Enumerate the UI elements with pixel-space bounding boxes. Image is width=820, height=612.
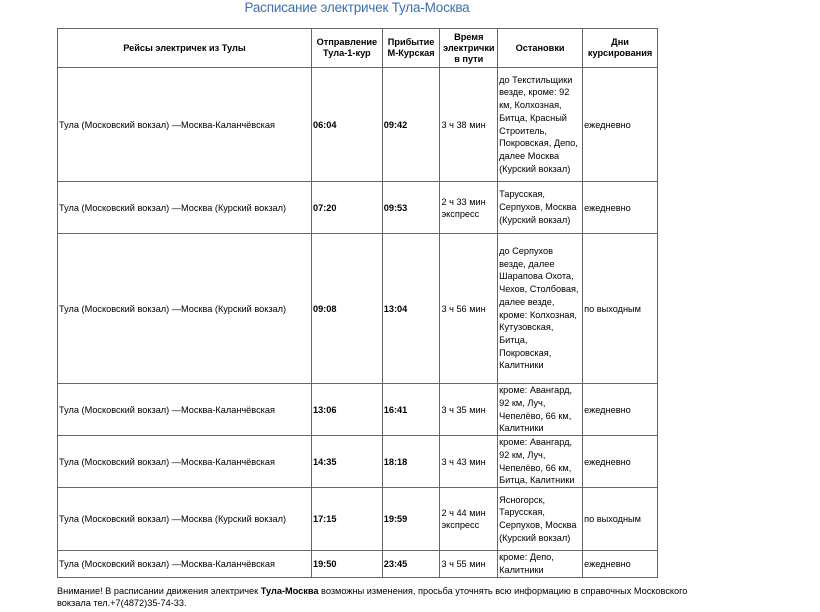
- table-row: [58, 488, 658, 551]
- route-cell: Тула (Московский вокзал) —Москва (Курский вокзал): [58, 182, 312, 234]
- table-row: [58, 68, 658, 182]
- arrival-cell: 13:04: [382, 234, 440, 384]
- arrival-cell: 16:41: [382, 384, 440, 436]
- stops-cell: Тарусская, Серпухов, Москва (Курский вокзал): [498, 182, 583, 234]
- departure-cell: 07:20: [311, 182, 382, 234]
- arrival-cell: 09:42: [382, 68, 440, 182]
- days-cell: ежедневно: [583, 436, 658, 488]
- route-cell: Тула (Московский вокзал) —Москва-Каланчёвская: [58, 68, 312, 182]
- route-cell: Тула (Московский вокзал) —Москва-Каланчёвская: [58, 551, 312, 578]
- table-row: [58, 234, 658, 384]
- duration-cell: 3 ч 55 мин: [440, 551, 498, 578]
- arrival-cell: 23:45: [382, 551, 440, 578]
- page-title: Расписание электричек Тула-Москва: [244, 0, 470, 15]
- duration-cell: 3 ч 38 мин: [440, 68, 498, 182]
- schedule-notice: [57, 585, 697, 609]
- route-cell: Тула (Московский вокзал) —Москва (Курский вокзал): [58, 234, 312, 384]
- duration-cell: 3 ч 43 мин: [440, 436, 498, 488]
- header-duration: Время электрички в пути: [440, 29, 498, 68]
- stops-cell: кроме: Авангард, 92 км, Луч, Чепелёво, 66 км, Калитники: [498, 384, 583, 436]
- table-row: [58, 436, 658, 488]
- table-row: [58, 182, 658, 234]
- days-cell: ежедневно: [583, 68, 658, 182]
- stops-cell: кроме: Авангард, 92 км, Луч, Чепелёво, 66 км, Битца, Калитники: [498, 436, 583, 488]
- days-cell: ежедневно: [583, 384, 658, 436]
- notice-suffix: возможны изменения, просьба уточнять всю информацию в справочных Московского вокзала тел.+7(4872)35-74-33.: [57, 586, 688, 608]
- arrival-cell: 19:59: [382, 488, 440, 551]
- duration-cell: 2 ч 44 мин экспресс: [440, 488, 498, 551]
- duration-cell: 2 ч 33 мин экспресс: [440, 182, 498, 234]
- route-cell: Тула (Московский вокзал) —Москва-Каланчёвская: [58, 384, 312, 436]
- express-note: экспресс: [441, 520, 480, 530]
- departure-cell: 17:15: [311, 488, 382, 551]
- departure-cell: 06:04: [311, 68, 382, 182]
- arrival-cell: 18:18: [382, 436, 440, 488]
- departure-cell: 13:06: [311, 384, 382, 436]
- duration-cell: 3 ч 56 мин: [440, 234, 498, 384]
- notice-route-name: Тула-Москва: [260, 586, 319, 596]
- header-arrival: Прибытие М-Курская: [382, 29, 440, 68]
- stops-cell: до Серпухов везде, далее Шарапова Охота, Чехов, Столбовая, далее везде, кроме: Колхозная, Кутузовская, Битца, Покровская, Калитники: [498, 234, 583, 384]
- arrival-cell: 09:53: [382, 182, 440, 234]
- table-row: [58, 384, 658, 436]
- stops-cell: Ясногорск, Тарусская, Серпухов, Москва (Курский вокзал): [498, 488, 583, 551]
- days-cell: по выходным: [583, 234, 658, 384]
- days-cell: по выходным: [583, 488, 658, 551]
- days-cell: ежедневно: [583, 182, 658, 234]
- header-departure: Отправление Тула-1-кур: [311, 29, 382, 68]
- express-note: экспресс: [441, 208, 480, 219]
- table-header-row: [58, 29, 658, 68]
- header-route: Рейсы электричек из Тулы: [58, 29, 312, 68]
- table-row: [58, 551, 658, 578]
- stops-cell: до Текстильщики везде, кроме: 92 км, Колхозная, Битца, Красный Строитель, Покровская, Депо, далее Москва (Курский вокзал): [498, 68, 583, 182]
- days-cell: ежедневно: [583, 551, 658, 578]
- departure-cell: 14:35: [311, 436, 382, 488]
- route-cell: Тула (Московский вокзал) —Москва (Курский вокзал): [58, 488, 312, 551]
- departure-cell: 19:50: [311, 551, 382, 578]
- route-cell: Тула (Московский вокзал) —Москва-Каланчёвская: [58, 436, 312, 488]
- duration-cell: 3 ч 35 мин: [440, 384, 498, 436]
- notice-prefix: Внимание! В расписании движения электричек: [57, 586, 261, 596]
- stops-cell: кроме: Депо, Калитники: [498, 551, 583, 578]
- departure-cell: 09:08: [311, 234, 382, 384]
- header-days: Дни курсирования: [583, 29, 658, 68]
- header-stops: Остановки: [498, 29, 583, 68]
- schedule-table: [57, 28, 658, 578]
